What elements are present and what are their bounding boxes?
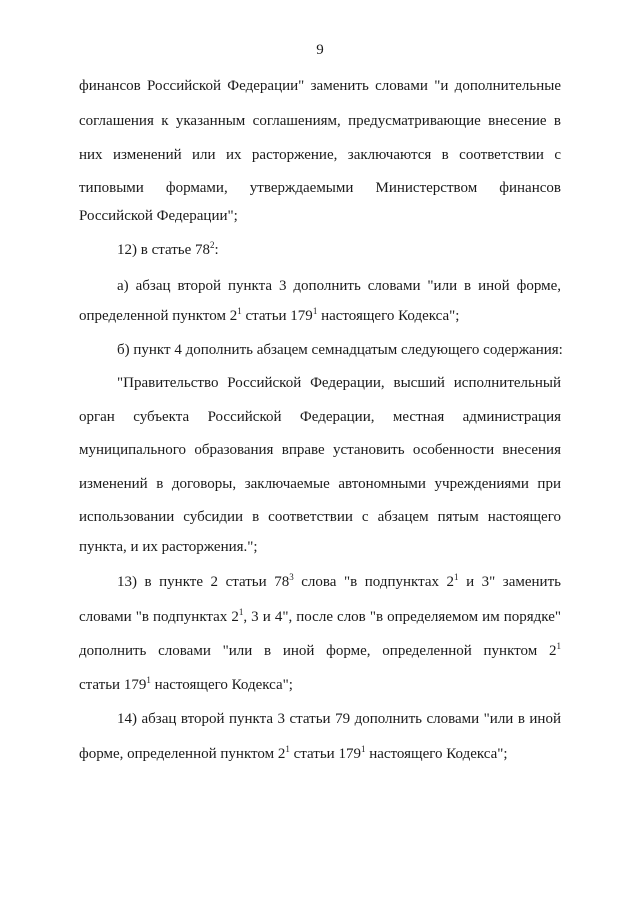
text-line: них изменений или их расторжение, заключаются в соответствии с: [79, 147, 561, 163]
text-line: финансов Российской Федерации" заменить словами "и дополнительные: [79, 78, 561, 94]
text-line: статьи $179^1$ настоящего Кодекса";: [79, 675, 293, 693]
text-line: использовании субсидии в соответствии с абзацем пятым настоящего: [79, 509, 561, 525]
text-line: 14) абзац второй пункта 3 статьи 79 дополнить словами "или в иной: [117, 711, 561, 727]
text-line: а) абзац второй пункта 3 дополнить словами "или в иной форме,: [117, 278, 561, 294]
text-line: пункта, и их расторжения.";: [79, 539, 258, 555]
text-line: дополнить словами "или в иной форме, определенной пунктом $2^1$: [79, 641, 561, 659]
text-line: 13) в пункте 2 статьи $78^3$ слова "в подпунктах $2^1$ и 3" заменить: [117, 572, 561, 590]
text-line: муниципального образования вправе установить особенности внесения: [79, 442, 561, 458]
page-number: 9: [316, 42, 324, 58]
text-line: "Правительство Российской Федерации, высший исполнительный: [117, 375, 561, 391]
text-line: орган субъекта Российской Федерации, местная администрация: [79, 409, 561, 425]
text-line: изменений в договоры, заключаемые автономными учреждениями при: [79, 476, 561, 492]
text-line: б) пункт 4 дополнить абзацем семнадцатым следующего содержания:: [117, 342, 563, 358]
text-line: словами "в подпунктах $2^1$, 3 и 4", после слов "в определяемом им порядке": [79, 607, 562, 625]
text-line: форме, определенной пунктом $2^1$ статьи $179^1$ настоящего Кодекса";: [79, 744, 508, 762]
text-line: типовыми формами, утверждаемыми Министерством финансов: [79, 180, 561, 196]
text-line: соглашения к указанным соглашениям, предусматривающие внесение в: [79, 113, 561, 129]
text-line: 12) в статье $78^2$:: [117, 240, 219, 258]
text-line: определенной пунктом $2^1$ статьи $179^1$ настоящего Кодекса";: [79, 306, 460, 324]
text-line: Российской Федерации";: [79, 208, 238, 224]
